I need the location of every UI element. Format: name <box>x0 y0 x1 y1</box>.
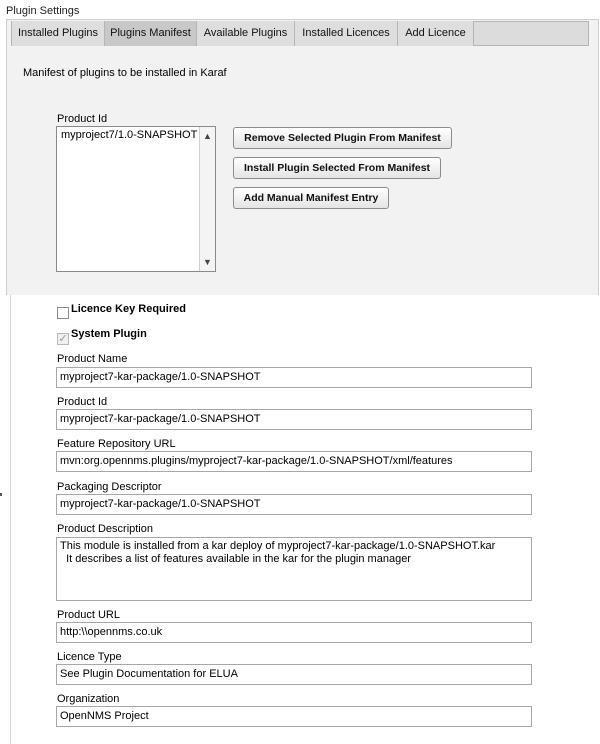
add-manual-entry-button[interactable]: Add Manual Manifest Entry <box>233 187 389 209</box>
tab-available-plugins[interactable]: Available Plugins <box>197 21 295 46</box>
install-from-manifest-button[interactable]: Install Plugin Selected From Manifest <box>233 157 441 179</box>
packaging-descriptor-field[interactable]: myproject7-kar-package/1.0-SNAPSHOT <box>56 494 532 515</box>
list-item[interactable]: myproject7/1.0-SNAPSHOT <box>61 129 198 141</box>
organization-label: Organization <box>57 693 120 705</box>
licence-type-label: Licence Type <box>57 651 122 663</box>
remove-from-manifest-button[interactable]: Remove Selected Plugin From Manifest <box>233 127 452 149</box>
tab-installed-plugins[interactable]: Installed Plugins <box>12 21 105 46</box>
description-line: This module is installed from a kar deploy of myproject7-kar-package/1.0-SNAPSHOT.kar <box>60 540 496 552</box>
product-url-label: Product URL <box>57 609 120 621</box>
section-title: Plugin Settings <box>6 5 80 17</box>
manifest-list[interactable] <box>56 126 216 272</box>
product-description-textarea[interactable] <box>56 537 532 601</box>
manifest-list-label: Product Id <box>57 113 108 125</box>
edge-mark <box>0 493 2 496</box>
tab-add-licence[interactable]: Add Licence <box>398 21 474 46</box>
tab-installed-licences[interactable]: Installed Licences <box>295 21 398 46</box>
packaging-descriptor-label: Packaging Descriptor <box>57 481 162 493</box>
product-id-label: Product Id <box>57 396 108 408</box>
licence-type-field[interactable]: See Plugin Documentation for ELUA <box>56 664 532 685</box>
system-plugin-label: System Plugin <box>71 328 147 340</box>
product-description-label: Product Description <box>57 523 153 535</box>
system-plugin-checkbox[interactable] <box>57 333 69 345</box>
feature-repository-url-label: Feature Repository URL <box>57 438 176 450</box>
licence-key-required-checkbox[interactable] <box>57 307 69 319</box>
licence-key-required-label: Licence Key Required <box>71 303 186 315</box>
product-name-label: Product Name <box>57 353 128 365</box>
product-url-field[interactable]: http:\\opennms.co.uk <box>56 622 532 643</box>
list-scrollbar[interactable] <box>199 127 215 271</box>
organization-field[interactable]: OpenNMS Project <box>56 706 532 727</box>
product-id-field[interactable]: myproject7-kar-package/1.0-SNAPSHOT <box>56 409 532 430</box>
check-mark-icon: ✓ <box>58 333 68 345</box>
description-line: It describes a list of features available in the kar for the plugin manager <box>60 553 411 565</box>
left-edge-divider <box>10 295 11 744</box>
scroll-up-arrow-icon[interactable]: ▲ <box>203 131 212 141</box>
tab-plugins-manifest[interactable]: Plugins Manifest <box>105 21 197 46</box>
product-name-field[interactable]: myproject7-kar-package/1.0-SNAPSHOT <box>56 367 532 388</box>
manifest-description: Manifest of plugins to be installed in Karaf <box>23 67 227 79</box>
feature-repository-url-field[interactable]: mvn:org.opennms.plugins/myproject7-kar-package/1.0-SNAPSHOT/xml/features <box>56 451 532 472</box>
scroll-down-arrow-icon[interactable]: ▼ <box>203 257 212 267</box>
